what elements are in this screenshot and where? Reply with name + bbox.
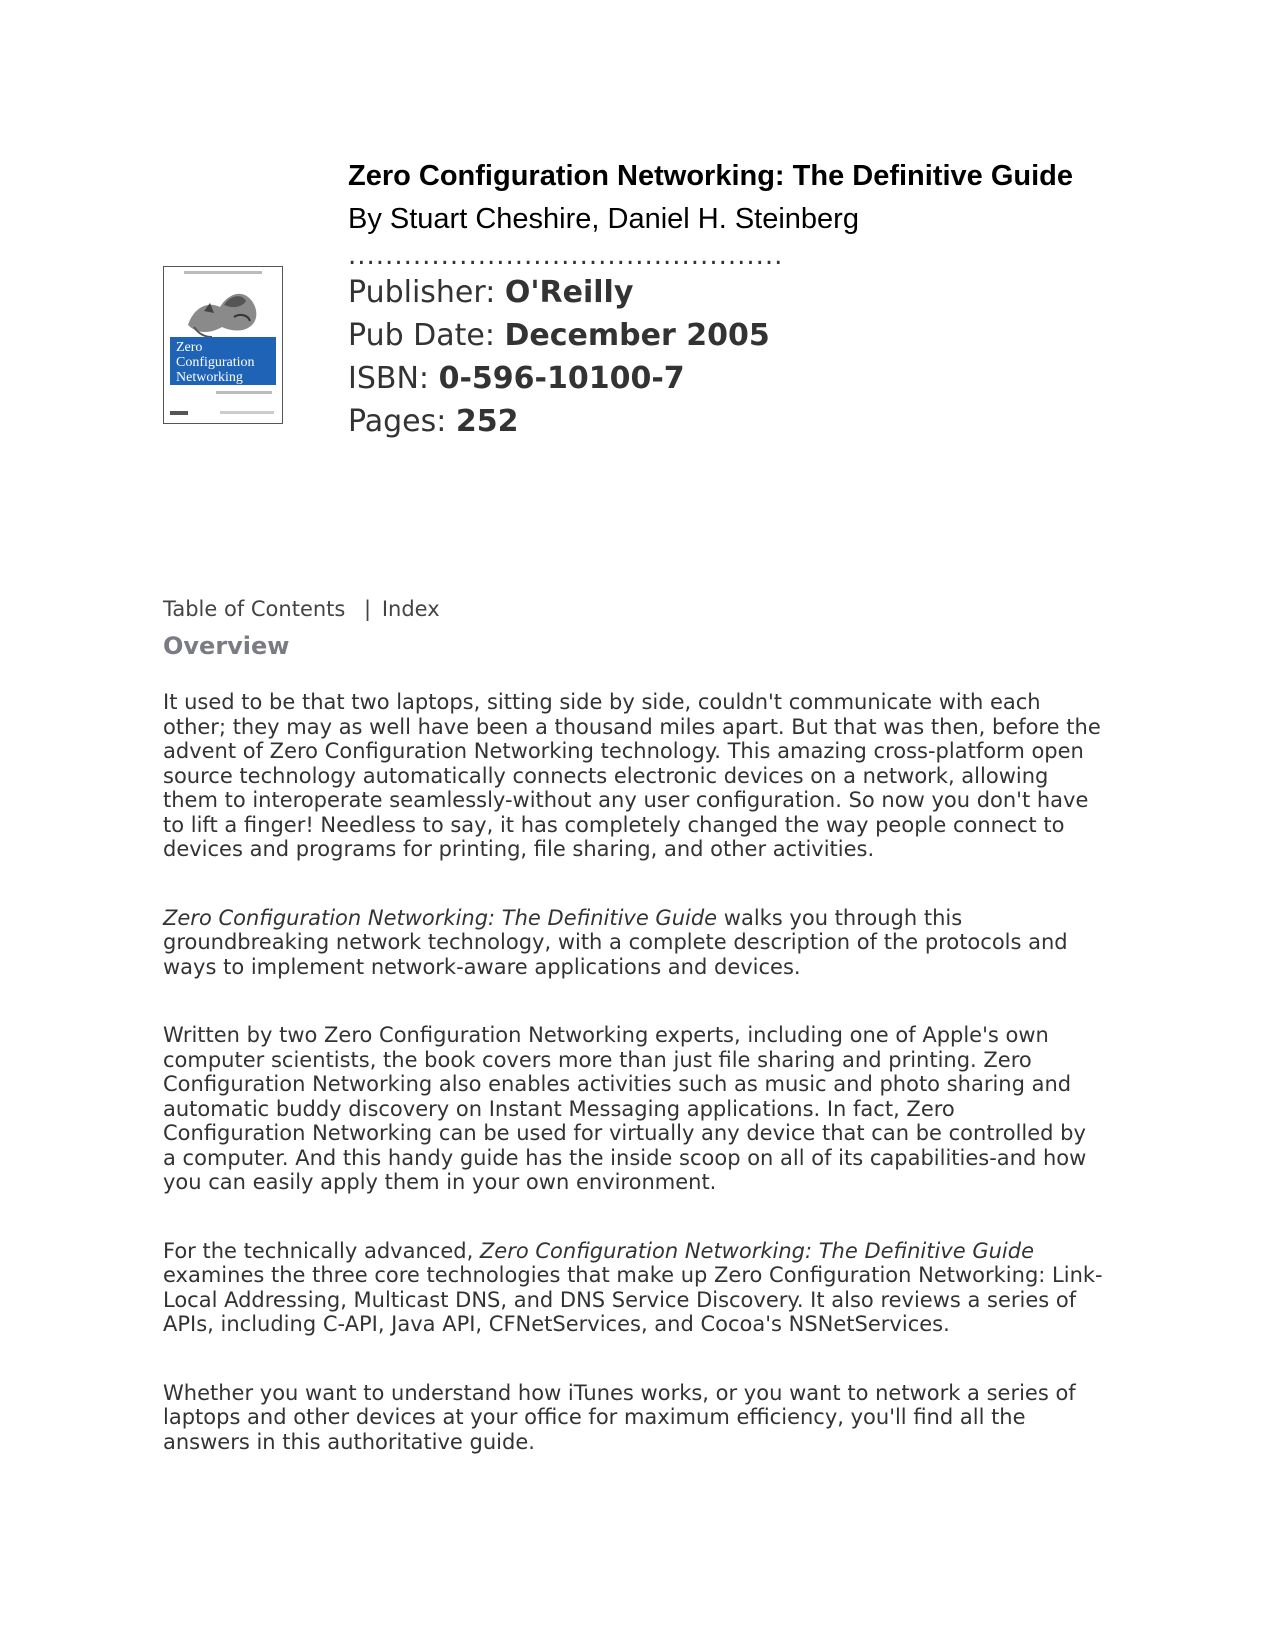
book-title-italic: Zero Configuration Networking: The Definitive Guide (479, 1238, 1035, 1263)
overview-heading: Overview (163, 632, 290, 660)
dotted-separator: ............................................... (348, 243, 784, 271)
cover-title-line-1: Zero (176, 340, 203, 355)
overview-paragraph-3: Written by two Zero Configuration Networking experts, including one of Apple's own computer scientists, the book covers more than just file sharing and printing. Zero Configuration Networking also enables activities such as music and photo sharing and automatic buddy discovery on Instant Messaging applications. In fact, Zero Configuration Networking can be used for virtually any device that can be controlled by a computer. And this handy guide has the inside scoop on all of its capabilities-and how you can easily apply them in your own environment. (163, 1023, 1087, 1194)
isbn-row (348, 357, 1108, 400)
isbn-value: 0-596-10100-7 (438, 361, 685, 396)
book-navigation (163, 596, 440, 622)
isbn-label: ISBN: (348, 361, 430, 396)
nav-separator: | (364, 597, 372, 621)
table-of-contents-link[interactable]: Table of Contents (163, 597, 346, 621)
cover-title-line-3: Networking (176, 370, 243, 385)
book-authors: By Stuart Cheshire, Daniel H. Steinberg (348, 203, 859, 235)
overview-paragraph-4: For the technically advanced, Zero Configuration Networking: The Definitive Guide examines the three core technologies that make up Zero Configuration Networking: Link-Local Addressing, Multicast DNS, and DNS Service Discovery. It also reviews a series of APIs, including C-API, Java API, CFNetServices, and Cocoa's NSNetServices. (163, 1238, 1103, 1336)
overview-paragraph-1: It used to be that two laptops, sitting side by side, couldn't communicate with each other; they may as well have been a thousand miles apart. But that was then, before the advent of Zero Configuration Networking technology. This amazing cross-platform open source technology automatically connects electronic devices on a network, allowing them to interoperate seamlessly-without any user configuration. So now you don't have to lift a finger! Needless to say, it has completely changed the way people connect to devices and programs for printing, file sharing, and other activities. (163, 690, 1101, 861)
overview-paragraph-5: Whether you want to understand how iTunes works, or you want to network a series of laptops and other devices at your office for maximum efficiency, you'll find all the answers in this authoritative guide. (163, 1380, 1076, 1454)
book-cover-image[interactable] (163, 266, 283, 424)
publisher-label: Publisher: (348, 275, 496, 310)
pages-value: 252 (455, 404, 519, 439)
publisher-logo-icon (170, 411, 188, 415)
overview-body (163, 690, 1103, 1498)
index-link[interactable]: Index (381, 597, 440, 621)
book-title: Zero Configuration Networking: The Definitive Guide (348, 160, 1074, 192)
book-title-italic: Zero Configuration Networking: The Definitive Guide (163, 905, 718, 930)
pub-date-value: December 2005 (504, 318, 770, 353)
pub-date-row (348, 314, 1108, 357)
publisher-value: O'Reilly (504, 275, 634, 310)
cover-illustration (164, 267, 282, 423)
cover-title-line-2: Configuration (176, 355, 255, 370)
book-info (348, 158, 1108, 443)
pages-label: Pages: (348, 404, 447, 439)
pages-row (348, 400, 1108, 443)
publisher-row (348, 271, 1108, 314)
pub-date-label: Pub Date: (348, 318, 495, 353)
overview-paragraph-2: Zero Configuration Networking: The Definitive Guide walks you through this groundbreaking network technology, with a complete description of the protocols and ways to implement network-aware applications and devices. (163, 905, 1068, 979)
